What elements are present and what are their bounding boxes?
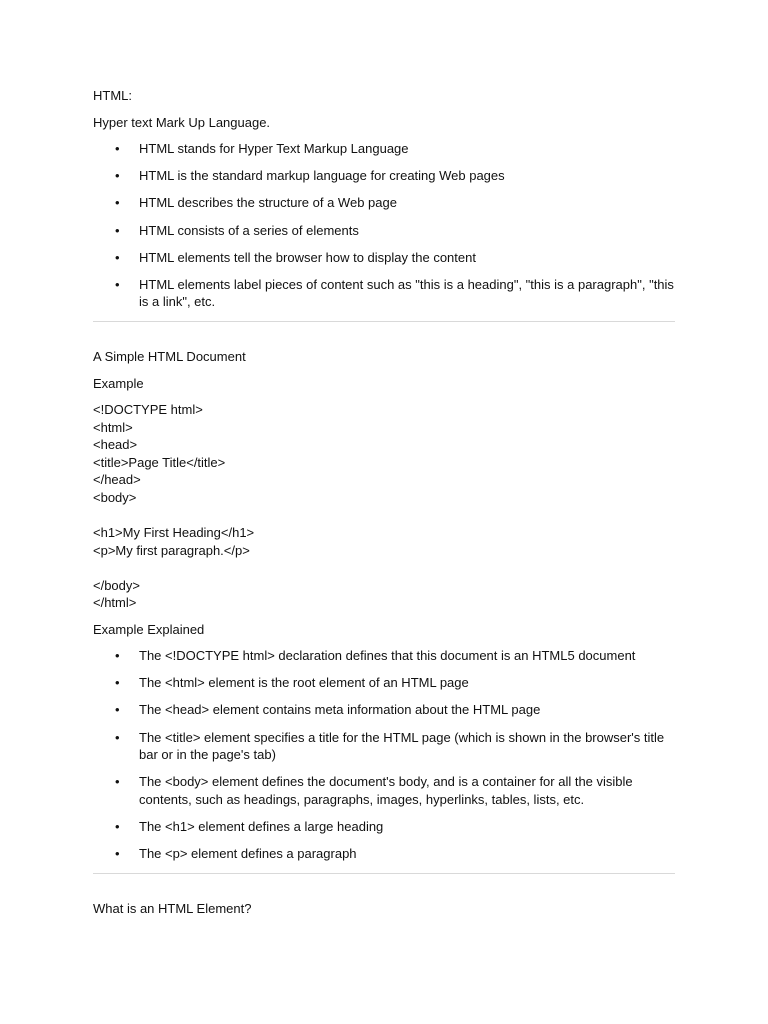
list-item: • HTML elements label pieces of content such as "this is a heading", "this is a paragraph", "this is a link", etc. — [115, 276, 674, 310]
list-item: • The <p> element defines a paragraph — [115, 846, 357, 862]
list-item: • The <html> element is the root element of an HTML page — [115, 675, 469, 691]
code-line — [93, 507, 675, 525]
document-page — [93, 86, 675, 918]
list-item: • HTML elements tell the browser how to display the content — [115, 249, 476, 265]
bullet-icon: • — [115, 729, 120, 745]
list-item: • The <title> element specifies a title for the HTML page (which is shown in the browser's title bar or in the page's tab) — [115, 729, 665, 763]
code-line: <!DOCTYPE html> — [93, 401, 203, 417]
horizontal-divider — [93, 321, 675, 322]
bullet-icon: • — [115, 675, 120, 691]
example-label: Example — [93, 375, 144, 391]
bullet-icon: • — [115, 702, 120, 718]
code-line: <title>Page Title</title> — [93, 454, 226, 470]
bullet-icon: • — [115, 846, 120, 862]
html-definition: Hyper text Mark Up Language. — [93, 115, 271, 130]
bullet-icon: • — [115, 774, 120, 790]
bullet-icon: • — [115, 141, 120, 156]
section-heading-html-element: What is an HTML Element? — [93, 900, 252, 916]
bullet-icon: • — [115, 168, 120, 184]
code-line: <h1>My First Heading</h1> — [93, 525, 255, 541]
html-facts-list — [93, 140, 675, 311]
list-item: • The <!DOCTYPE html> declaration defines that this document is an HTML5 document — [115, 648, 636, 664]
bullet-icon: • — [115, 276, 120, 292]
code-line: <head> — [93, 437, 138, 453]
code-line — [93, 559, 675, 577]
horizontal-divider — [93, 873, 675, 874]
code-example — [93, 401, 675, 612]
list-item: • HTML describes the structure of a Web page — [115, 195, 397, 211]
list-item: • The <h1> element defines a large heading — [115, 819, 384, 834]
code-line: <p>My first paragraph.</p> — [93, 542, 250, 558]
example-explained-list — [93, 647, 675, 863]
bullet-icon: • — [115, 195, 120, 211]
code-line: <body> — [93, 489, 137, 505]
section-heading-html: HTML: — [93, 88, 132, 103]
bullet-icon: • — [115, 249, 120, 265]
list-item: • HTML consists of a series of elements — [115, 222, 359, 238]
list-item: • The <body> element defines the document's body, and is a container for all the visible contents, such as headings, paragraphs, images, hyperlinks, tables, lists, etc. — [115, 774, 633, 807]
code-line: </body> — [93, 577, 140, 593]
list-item: • HTML is the standard markup language for creating Web pages — [115, 168, 505, 184]
list-item: • HTML stands for Hyper Text Markup Language — [115, 141, 409, 156]
bullet-icon: • — [115, 648, 120, 664]
code-line: </html> — [93, 595, 137, 611]
bullet-icon: • — [115, 222, 120, 238]
code-line: </head> — [93, 472, 141, 488]
code-line: <html> — [93, 419, 133, 435]
bullet-icon: • — [115, 819, 120, 834]
example-explained-label: Example Explained — [93, 622, 205, 638]
list-item: • The <head> element contains meta information about the HTML page — [115, 702, 541, 718]
section-heading-simple-document: A Simple HTML Document — [93, 348, 246, 364]
